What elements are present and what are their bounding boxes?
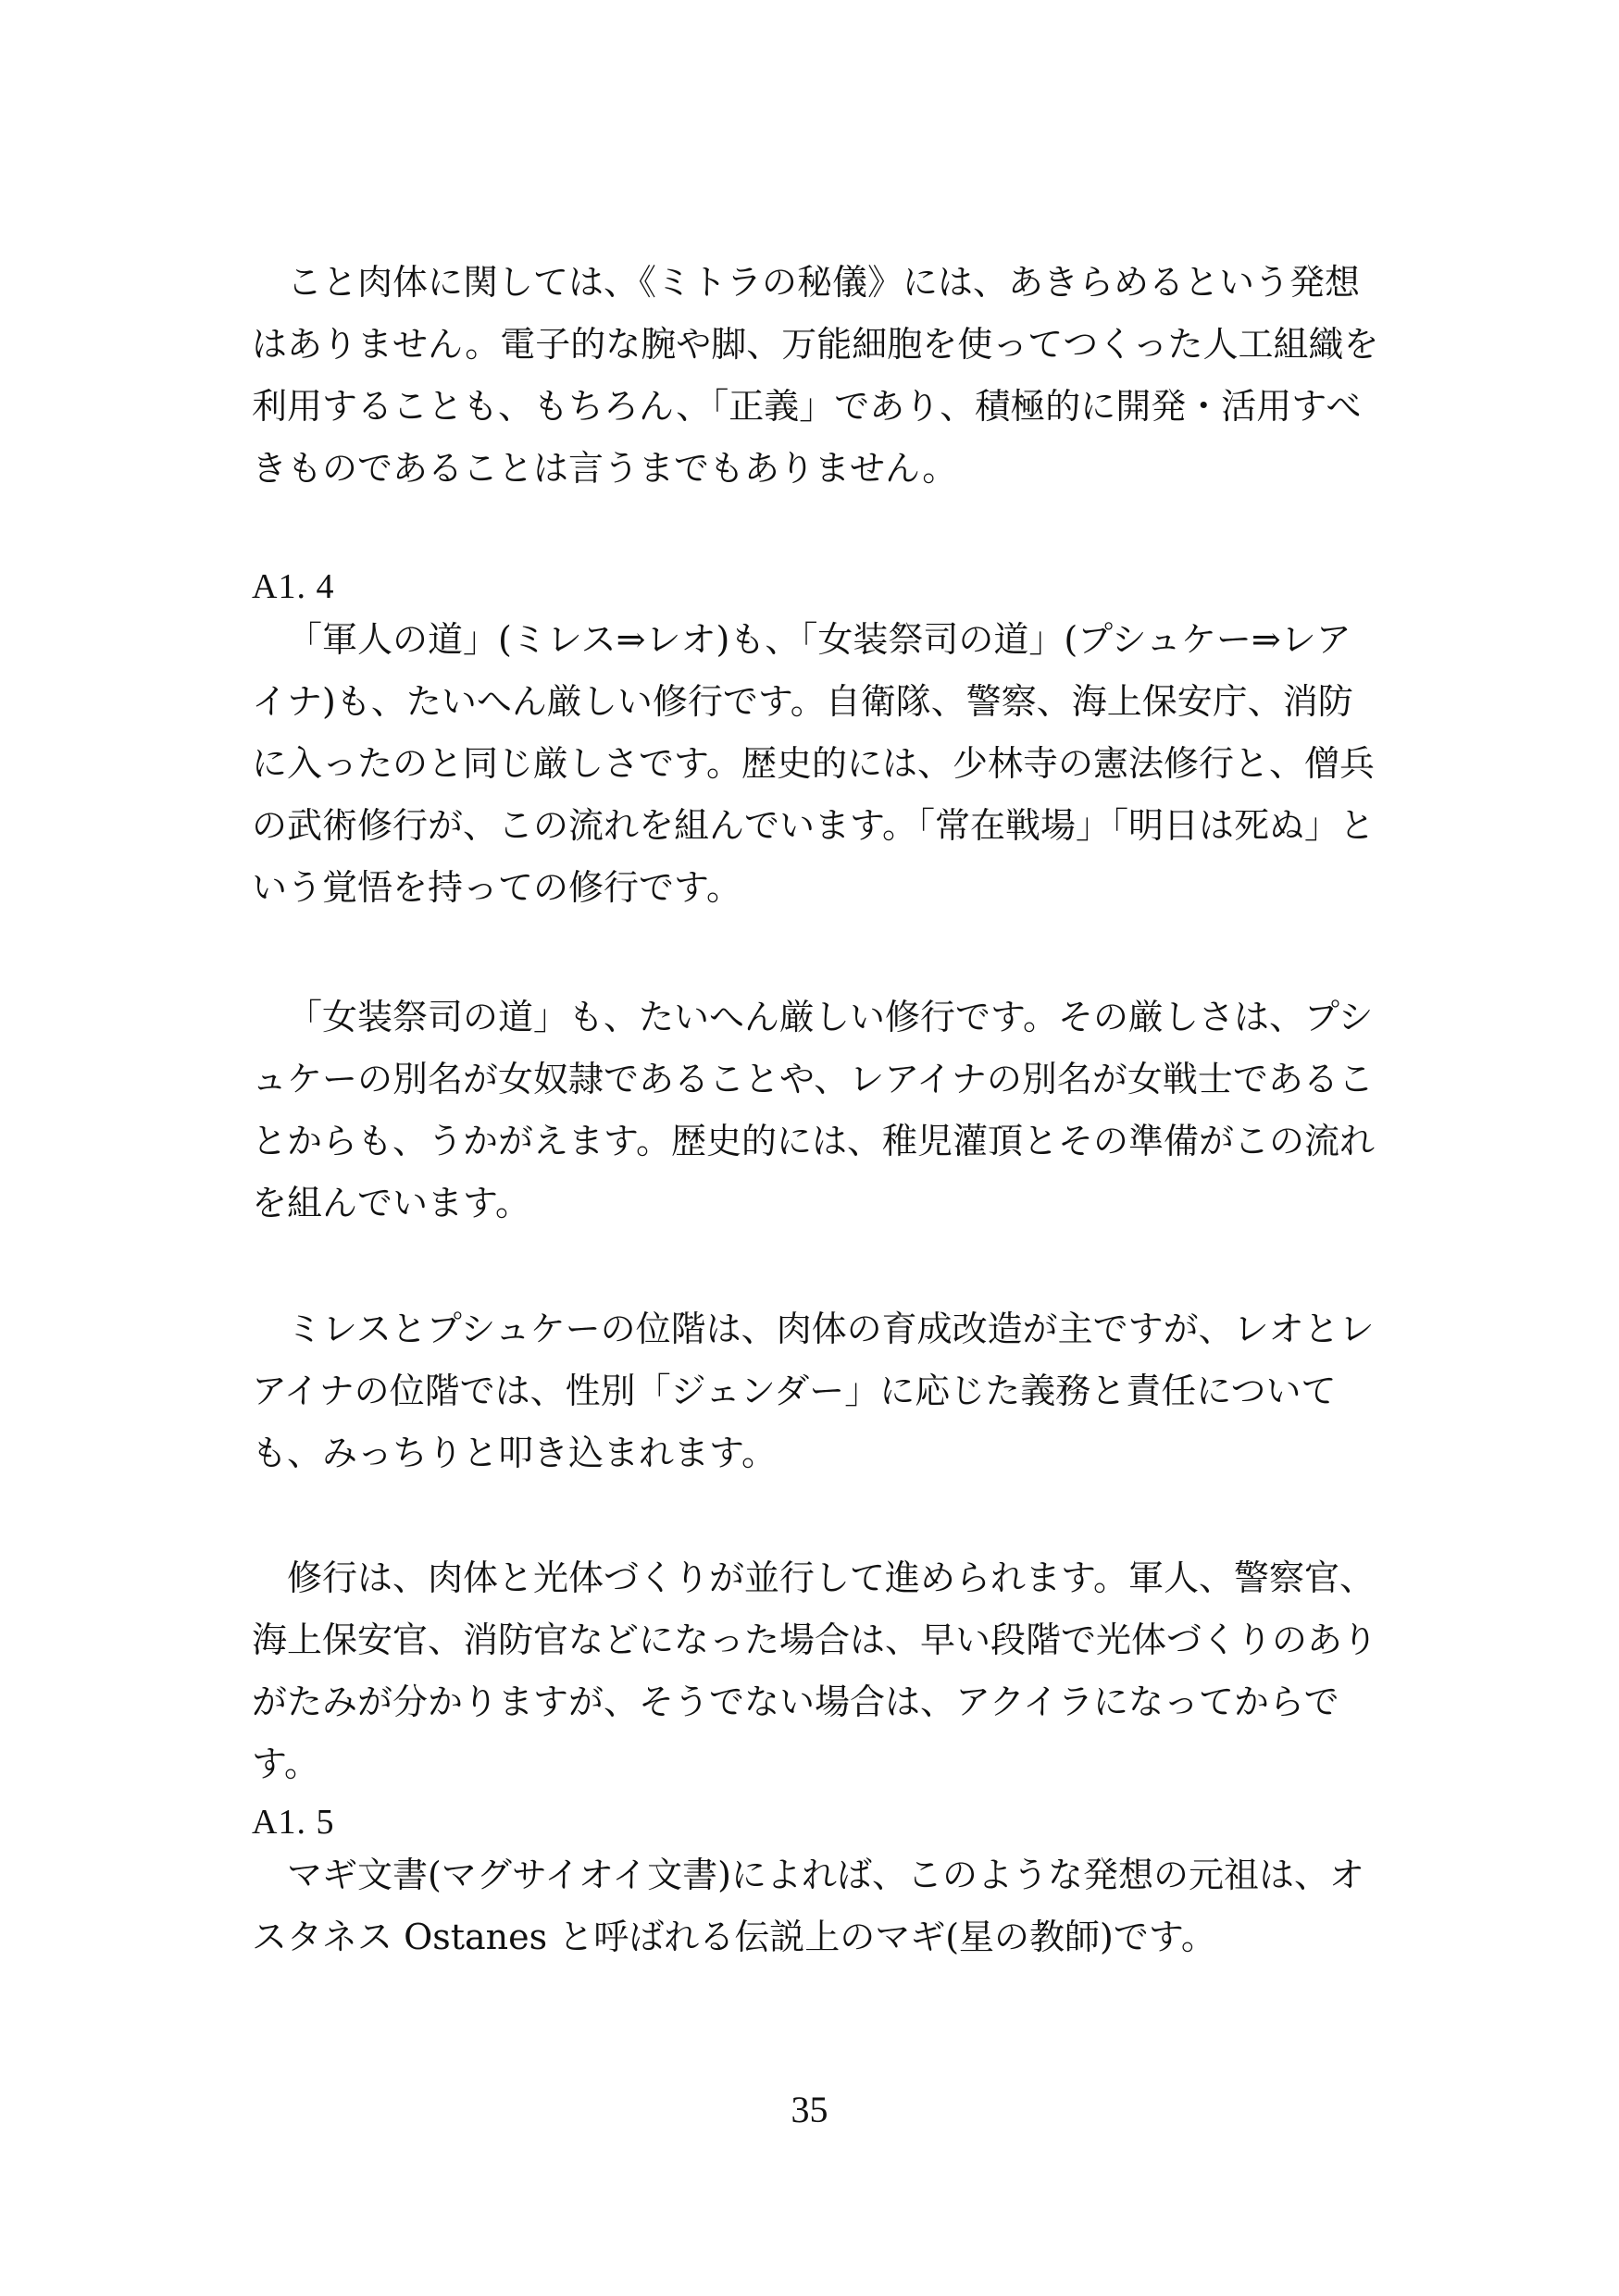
section-heading-a1-5: A1. 5 [252,1803,335,1842]
paragraph-1: こと肉体に関しては、《ミトラの秘儀》には、あきらめるという発想はありません。電子的な腕や脚、万能細胞を使ってつくった人工組織を利用することも、もちろん、「正義」であり、積極的に開発・活用すべきものであることは言うまでもありません。 [252,262,1379,489]
paragraph-4: ミレスとプシュケーの位階は、肉体の育成改造が主ですが、レオとレアイナの位階では、性別「ジェンダー」に応じた義務と責任についても、みっちりと叩き込まれます。 [252,1309,1375,1473]
page-number: 35 [791,2089,828,2130]
paragraph-block-4 [252,1298,1381,1484]
paragraph-5: 修行は、肉体と光体づくりが並行して進められます。軍人、警察官、海上保安官、消防官などになった場合は、早い段階で光体づくりのありがたみが分かりますが、そうでない場合は、アクイラになってからです。 [252,1558,1378,1784]
paragraph-6: マギ文書(マグサイオイ文書)によれば、このような発想の元祖は、オスタネス Ostanes と呼ばれる伝説上のマギ(星の教師)です。 [252,1855,1364,1957]
paragraph-2: 「軍人の道」(ミレス⇒レオ)も、「女装祭司の道」(プシュケー⇒レアイナ)も、たいへん厳しい修行です。自衛隊、警察、海上保安庁、消防に入ったのと同じ厳しさです。歴史的には、少林寺の憲法修行と、僧兵の武術修行が、この流れを組んでいます。「常在戦場」「明日は死ぬ」という覚悟を持っての修行です。 [252,619,1375,908]
paragraph-block-3 [252,987,1381,1235]
section-heading-a1-4: A1. 4 [252,567,335,606]
paragraph-block-5 [252,1547,1381,1795]
paragraph-block-1 [252,252,1381,500]
paragraph-3: 「女装祭司の道」も、たいへん厳しい修行です。その厳しさは、プシュケーの別名が女奴隷であることや、レアイナの別名が女戦士であることからも、うかがえます。歴史的には、稚児灌頂とその準備がこの流れを組んでいます。 [252,997,1375,1223]
section-a1-4 [252,565,1381,919]
section-a1-5 [252,1800,1381,1968]
